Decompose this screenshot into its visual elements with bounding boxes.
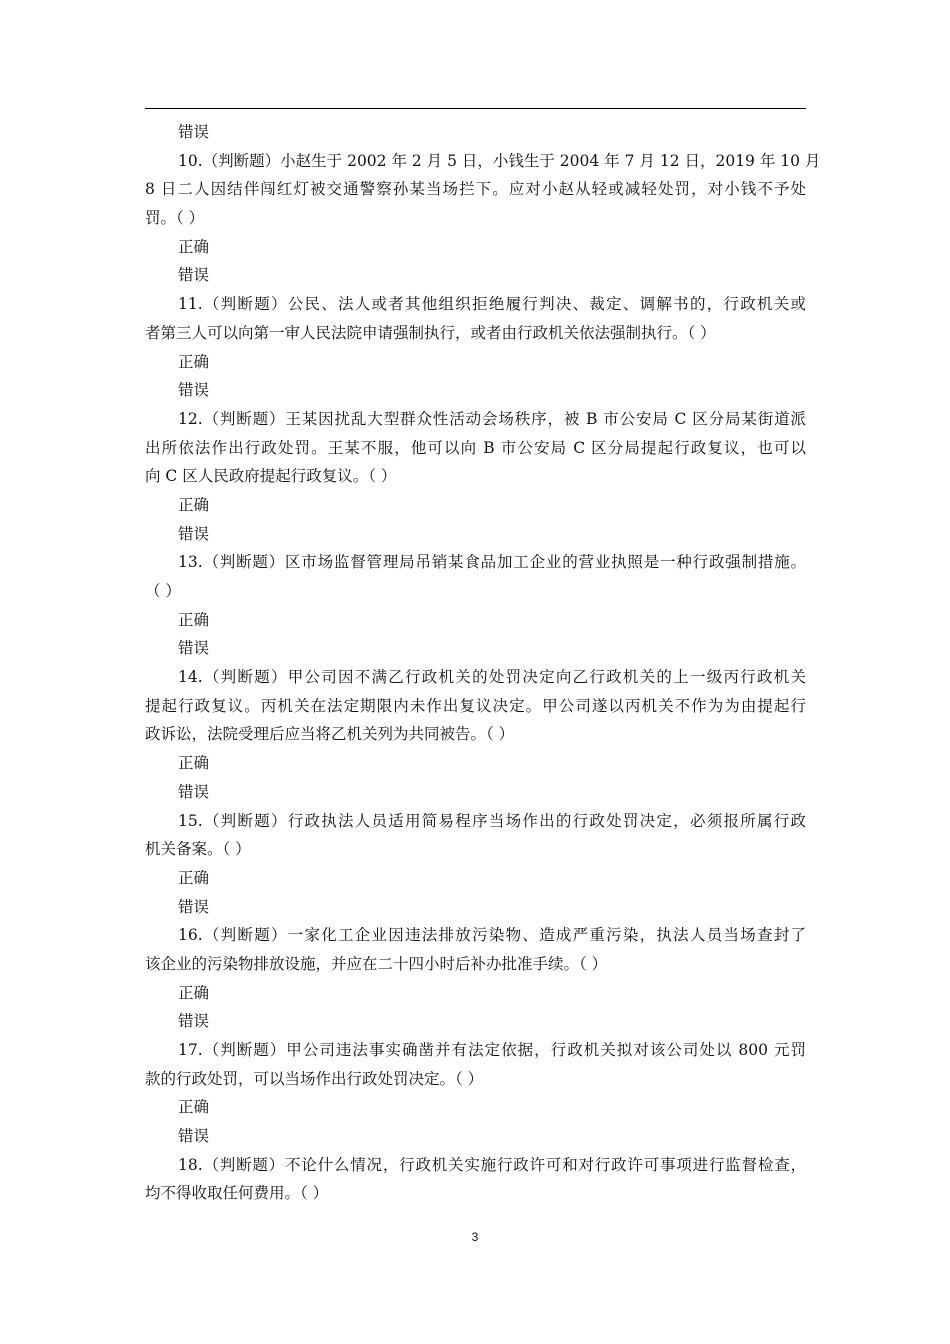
answer-option: 正确 bbox=[178, 868, 210, 887]
question-text-line: 款的行政处罚，可以当场作出行政处罚决定。（ ） bbox=[145, 1069, 484, 1088]
question-text-line: 该企业的污染物排放设施，并应在二十四小时后补办批准手续。（ ） bbox=[145, 954, 608, 973]
question-text-line: 8 日二人因结伴闯红灯被交通警察孙某当场拦下。应对小赵从轻或减轻处罚，对小钱不予处 bbox=[145, 180, 806, 199]
question-text-first-line: 13.（判断题）区市场监督管理局吊销某食品加工企业的营业执照是一种行政强制措施。 bbox=[178, 553, 806, 572]
question-block bbox=[145, 1036, 806, 1151]
question-text-line: 出所依法作出行政处罚。王某不服，他可以向 B 市公安局 C 区分局提起行政复议，也可以 bbox=[145, 438, 806, 457]
question-text-first-line: 16.（判断题）一家化工企业因违法排放污染物、造成严重污染，执法人员当场查封了 bbox=[178, 926, 806, 945]
question-text-line: 者第三人可以向第一审人民法院申请强制执行，或者由行政机关依法强制执行。（ ） bbox=[145, 323, 716, 342]
answer-option: 正确 bbox=[178, 754, 210, 773]
question-text-first-line: 12.（判断题）王某因扰乱大型群众性活动会场秩序，被 B 市公安局 C 区分局某街道派 bbox=[178, 409, 806, 428]
question-block bbox=[145, 663, 806, 806]
answer-option: 错误 bbox=[178, 782, 210, 801]
page-number: 3 bbox=[471, 1230, 479, 1244]
answer-option: 错误 bbox=[178, 639, 210, 658]
question-text-first-line: 10.（判断题）小赵生于 2002 年 2 月 5 日，小钱生于 2004 年 7 月 12 日，2019 年 10 月 bbox=[178, 151, 821, 170]
question-block bbox=[145, 290, 806, 405]
question-block bbox=[145, 147, 821, 290]
question-text-first-line: 17.（判断题）甲公司违法事实确凿并有法定依据，行政机关拟对该公司处以 800 元罚 bbox=[178, 1041, 806, 1059]
answer-option: 错误 bbox=[178, 1012, 210, 1031]
question-block bbox=[145, 548, 806, 663]
question-text-first-line: 14.（判断题）甲公司因不满乙行政机关的处罚决定向乙行政机关的上一级丙行政机关 bbox=[178, 668, 806, 687]
answer-option: 正确 bbox=[178, 495, 210, 514]
question-block bbox=[145, 1151, 806, 1208]
question-text-line: 均不得收取任何费用。（ ） bbox=[145, 1184, 329, 1203]
answer-option: 错误 bbox=[178, 1127, 210, 1146]
answer-option: 正确 bbox=[178, 237, 210, 256]
question-text-first-line: 15.（判断题）行政执法人员适用简易程序当场作出的行政处罚决定，必须报所属行政 bbox=[178, 811, 806, 830]
question-text-first-line: 11.（判断题）公民、法人或者其他组织拒绝履行判决、裁定、调解书的，行政机关或 bbox=[178, 295, 806, 314]
answer-option: 正确 bbox=[178, 352, 210, 371]
answer-option: 正确 bbox=[178, 1098, 210, 1117]
answer-option: 错误 bbox=[178, 266, 210, 285]
question-text-line: （ ） bbox=[145, 582, 181, 600]
question-block bbox=[145, 807, 806, 922]
answer-option: 错误 bbox=[178, 123, 210, 141]
question-text-line: 向 C 区人民政府提起行政复议。（ ） bbox=[145, 467, 397, 486]
answer-option: 错误 bbox=[178, 897, 210, 916]
answer-option: 错误 bbox=[178, 524, 210, 543]
question-text-line: 罚。（ ） bbox=[145, 209, 205, 228]
question-block bbox=[145, 405, 806, 548]
document-body bbox=[145, 118, 821, 1208]
question-text-line: 提起行政复议。丙机关在法定期限内未作出复议决定。甲公司遂以丙机关不作为为由提起行 bbox=[145, 696, 806, 715]
question-text-line: 机关备案。（ ） bbox=[145, 840, 251, 859]
question-text-line: 政诉讼，法院受理后应当将乙机关列为共同被告。（ ） bbox=[145, 725, 515, 744]
question-text-first-line: 18.（判断题）不论什么情况，行政机关实施行政许可和对行政许可事项进行监督检查， bbox=[178, 1155, 806, 1174]
answer-option: 正确 bbox=[178, 610, 210, 629]
header-rule bbox=[145, 108, 806, 109]
question-block bbox=[145, 921, 806, 1036]
answer-option: 错误 bbox=[178, 381, 210, 400]
answer-option: 正确 bbox=[178, 983, 210, 1002]
